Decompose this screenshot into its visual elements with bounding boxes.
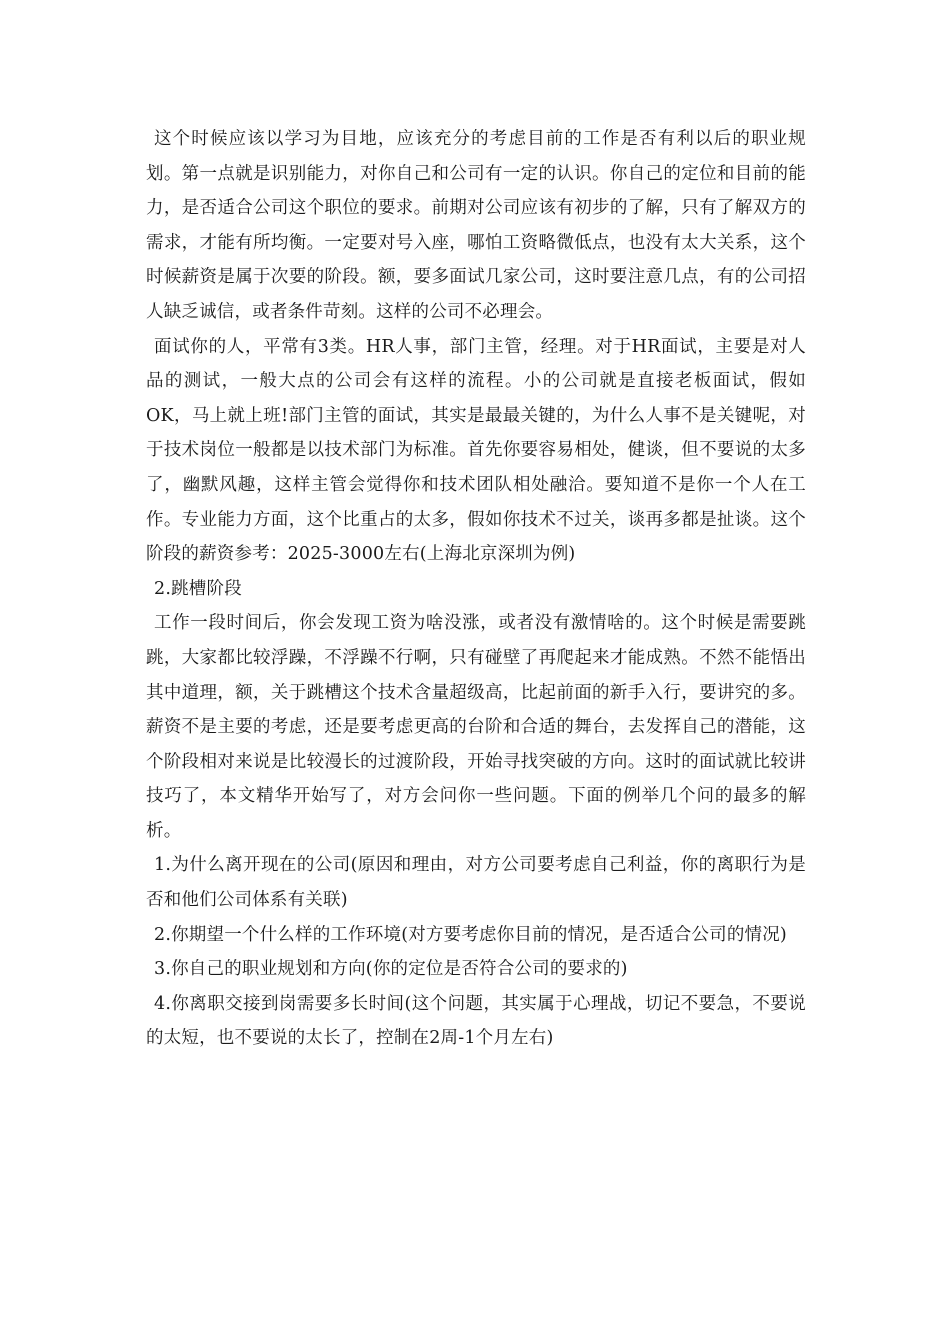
- question-item-2: 2.你期望一个什么样的工作环境(对方要考虑你目前的情况，是否适合公司的情况): [154, 924, 787, 945]
- question-item-3: 3.你自己的职业规划和方向(你的定位是否符合公司的要求的): [154, 959, 628, 980]
- question-item-4: 4.你离职交接到岗需要多长时间(这个问题，其实属于心理战，切记不要急，不要说的太短，也不要说的太长了，控制在2周-1个月左右): [146, 993, 806, 1049]
- question-item-1: 1.为什么离开现在的公司(原因和理由，对方公司要考虑自己利益，你的离职行为是否和他们公司体系有关联): [146, 855, 806, 911]
- paragraph-job-hopping: 工作一段时间后，你会发现工资为啥没涨，或者没有激情啥的。这个时候是需要跳跳，大家都比较浮躁，不浮躁不行啊，只有碰壁了再爬起来才能成熟。不然不能悟出其中道理，额，关于跳槽这个技术含量超级高，比起前面的新手入行，要讲究的多。薪资不是主要的考虑，还是要考虑更高的台阶和合适的舞台，去发挥自己的潜能，这个阶段相对来说是比较漫长的过渡阶段，开始寻找突破的方向。这时的面试就比较讲技巧了，本文精华开始写了，对方会问你一些问题。下面的例举几个问的最多的解析。: [146, 613, 806, 841]
- paragraph-interviewers: 面试你的人，平常有3类。HR人事，部门主管，经理。对于HR面试，主要是对人品的测试，一般大点的公司会有这样的流程。小的公司就是直接老板面试，假如OK，马上就上班!部门主管的面试，其实是最最关键的，为什么人事不是关键呢，对于技术岗位一般都是以技术部门为标准。首先你要容易相处，健谈，但不要说的太多了，幽默风趣，这样主管会觉得你和技术团队相处融洽。要知道不是你一个人在工作。专业能力方面，这个比重占的太多，假如你技术不过关，谈再多都是扯谈。这个阶段的薪资参考：2025-3000左右(上海北京深圳为例): [146, 336, 806, 565]
- document-body: [146, 122, 806, 1056]
- section-heading-job-hopping: 2.跳槽阶段: [154, 578, 242, 599]
- paragraph-first-job-stage: 这个时候应该以学习为目地，应该充分的考虑目前的工作是否有利以后的职业规划。第一点就是识别能力，对你自己和公司有一定的认识。你自己的定位和目前的能力，是否适合公司这个职位的要求。前期对公司应该有初步的了解，只有了解双方的需求，才能有所均衡。一定要对号入座，哪怕工资略微低点，也没有太大关系，这个时候薪资是属于次要的阶段。额，要多面试几家公司，这时要注意几点，有的公司招人缺乏诚信，或者条件苛刻。这样的公司不必理会。: [146, 129, 806, 322]
